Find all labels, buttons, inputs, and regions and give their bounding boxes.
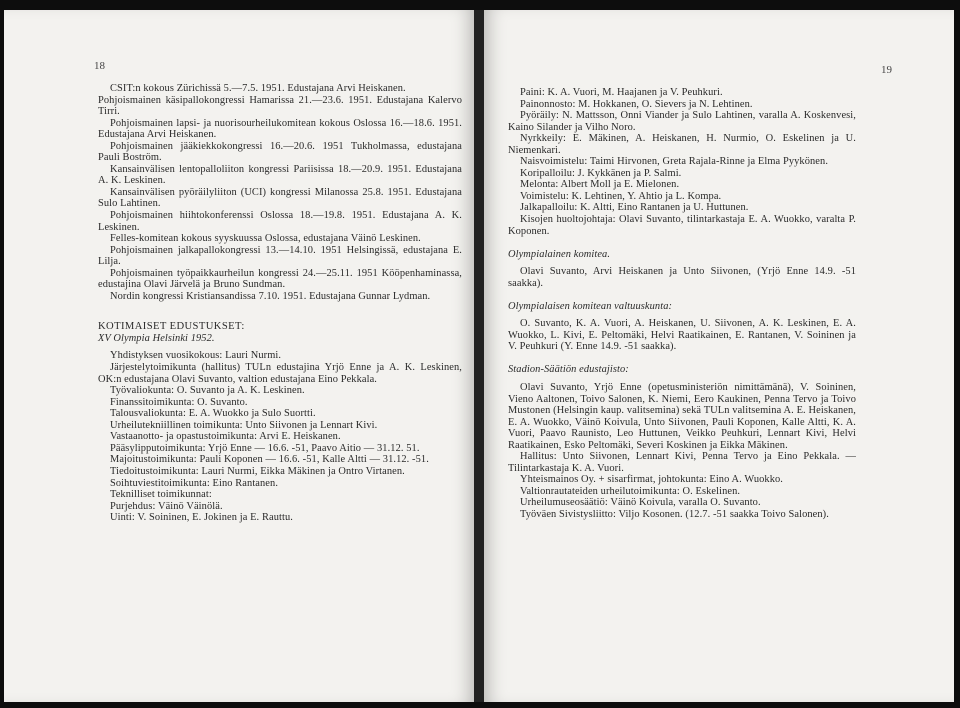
paragraph: Uinti: V. Soininen, E. Jokinen ja E. Rauttu. [110,512,293,524]
paragraph: Valtionrautateiden urheilutoimikunta: O. Eskelinen. [520,485,741,497]
paragraph: Teknilliset toimikunnat: [110,489,212,501]
paragraph: Pohjoismainen työpaikkaurheilun kongressi 24.—25.11. 1951 Kööpenhaminassa, edustajina Olavi Järvelä ja Bruno Sundman. [98,267,462,291]
section-heading: Stadion-Säätiön edustajisto: [508,364,629,376]
paragraph: Talousvaliokunta: E. A. Wuokko ja Sulo Suortti. [110,408,316,420]
paragraph: Koripalloilu: J. Kykkänen ja P. Salmi. [520,167,682,179]
paragraph: Olavi Suvanto, Yrjö Enne (opetusministeriön nimittämänä), V. Soininen, Vieno Aaltonen, Toivo Salonen, K. Niemi, Eero Kaukinen, Penna Tervo ja Toivo Mustonen (Helsingin kaup. valitsemina) sekä TULn valitsemina A. E. Heiskanen, E. A. Wuokko, Väinö Koivula, Unto Siivonen, Pauli Koponen, Kalle Altti, K. A. Vuori, Paavo Raunisto, Leo Huttunen, Veikko Peuhkuri, Lennart Kivi, Helvi Raatikainen, Esko Peltomäki, Severi Koskinen ja Eikka Mäkinen. [508,381,856,451]
paragraph: Painonnosto: M. Hokkanen, O. Sievers ja N. Lehtinen. [520,98,753,110]
paragraph: Työväen Sivistysliitto: Viljo Kosonen. (12.7. -51 saakka Toivo Salonen). [520,509,829,520]
section-heading: KOTIMAISET EDUSTUKSET: [98,321,245,333]
left-page-text [98,83,462,524]
paragraph: Majoitustoimikunta: Pauli Koponen — 16.6. -51, Kalle Altti — 31.12. -51. [110,454,429,466]
paragraph: Felles-komitean kokous syyskuussa Oslossa, edustajana Väinö Leskinen. [110,233,421,245]
left-page [4,10,474,702]
paragraph: Urheilutekniillinen toimikunta: Unto Siivonen ja Lennart Kivi. [110,419,378,431]
paragraph: Jalkapalloilu: K. Altti, Eino Rantanen ja U. Huttunen. [520,202,749,214]
paragraph: Olavi Suvanto, Arvi Heiskanen ja Unto Siivonen, (Yrjö Enne 14.9. -51 saakka). [508,266,856,289]
paragraph: Pohjoismainen jääkiekkokongressi 16.—20.6. 1951 Tukholmassa, edustajana Pauli Boström. [98,140,462,164]
paragraph: Pohjoismainen jalkapallokongressi 13.—14.10. 1951 Helsingissä, edustajana E. Lilja. [98,244,462,268]
paragraph: Purjehdus: Väinö Väinölä. [110,500,223,512]
paragraph: Tiedoitustoimikunta: Lauri Nurmi, Eikka Mäkinen ja Ontro Virtanen. [110,465,405,477]
paragraph: Pohjoismainen hiihtokonferenssi Oslossa 18.—19.8. 1951. Edustajana A. K. Leskinen. [98,210,462,233]
paragraph: Pyöräily: N. Mattsson, Onni Viander ja Sulo Lahtinen, varalla A. Koskenvesi, Kaino Silander ja Vilho Noro. [508,110,856,133]
paragraph: O. Suvanto, K. A. Vuori, A. Heiskanen, U. Siivonen, A. K. Leskinen, E. A. Wuokko, L. Kivi, E. Peltomäki, Helvi Raatikainen, E. Rantanen, V. Soininen ja V. Peuhkuri (Y. Enne 14.9. -51 saakka). [508,318,856,353]
paragraph: Paini: K. A. Vuori, M. Haajanen ja V. Peuhkuri. [520,87,723,98]
subheading: XV Olympia Helsinki 1952. [98,332,215,344]
paragraph: Nordin kongressi Kristiansandissa 7.10. 1951. Edustajana Gunnar Lydman. [110,290,431,302]
paragraph: Vastaanotto- ja opastustoimikunta: Arvi E. Heiskanen. [110,431,341,443]
paragraph: Työvaliokunta: O. Suvanto ja A. K. Leskinen. [110,385,305,397]
paragraph: Yhdistyksen vuosikokous: Lauri Nurmi. [110,350,282,362]
page-number-right: 19 [881,64,892,76]
paragraph: Yhteismainos Oy. + sisarfirmat, johtokunta: Eino A. Wuokko. [520,474,783,486]
section-heading: Olympialainen komitea. [508,248,611,260]
paragraph: Kisojen huoltojohtaja: Olavi Suvanto, tilintarkastaja E. A. Wuokko, varalta P. Koponen. [508,214,856,237]
paragraph: Nyrkkeily: E. Mäkinen, A. Heiskanen, H. Nurmio, O. Eskelinen ja U. Niemenkari. [508,133,856,156]
paragraph: Naisvoimistelu: Taimi Hirvonen, Greta Rajala-Rinne ja Elma Pyykönen. [520,156,829,168]
paragraph: Hallitus: Unto Siivonen, Lennart Kivi, Penna Tervo ja Eino Pekkala. — Tilintarkastaja K. A. Vuori. [508,451,856,474]
page-number-left: 18 [94,60,105,72]
paragraph: Melonta: Albert Moll ja E. Mielonen. [520,179,680,191]
paragraph: Soihtuviestitoimikunta: Eino Rantanen. [110,477,279,489]
paragraph: Kansainvälisen lentopalloliiton kongressi Pariisissa 18.—20.9. 1951. Edustajana A. K. Leskinen. [98,163,462,187]
right-page [484,10,954,702]
section-heading: Olympialaisen komitean valtuuskunta: [508,300,673,312]
paragraph: Finanssitoimikunta: O. Suvanto. [110,396,248,408]
paragraph: Voimistelu: K. Lehtinen, Y. Ahtio ja L. Kompa. [520,190,722,202]
paragraph: Urheilumuseosäätiö: Väinö Koivula, varalla O. Suvanto. [520,497,761,509]
right-page-text [508,87,856,521]
paragraph: Pääsylipputoimikunta: Yrjö Enne — 16.6. -51, Paavo Aitio — 31.12. 51. [110,442,420,454]
paragraph: Järjestelytoimikunta (hallitus) TULn edustajina Yrjö Enne ja A. K. Leskinen, OK:n edustajana Olavi Suvanto, valtion edustajana Eino Pekkala. [98,362,462,385]
book-gutter [474,10,484,702]
paragraph: Pohjoismainen käsipallokongressi Hamarissa 21.—23.6. 1951. Edustajana Kalervo Tirri. [98,94,462,118]
paragraph: CSIT:n kokous Zürichissä 5.—7.5. 1951. Edustajana Arvi Heiskanen. [110,83,406,94]
paragraph: Pohjoismainen lapsi- ja nuorisourheilukomitean kokous Oslossa 16.—18.6. 1951. Edustajana Arvi Heiskanen. [98,117,462,141]
paragraph: Kansainvälisen pyöräilyliiton (UCI) kongressi Milanossa 25.8. 1951. Edustajana Sulo Lahtinen. [98,186,462,210]
